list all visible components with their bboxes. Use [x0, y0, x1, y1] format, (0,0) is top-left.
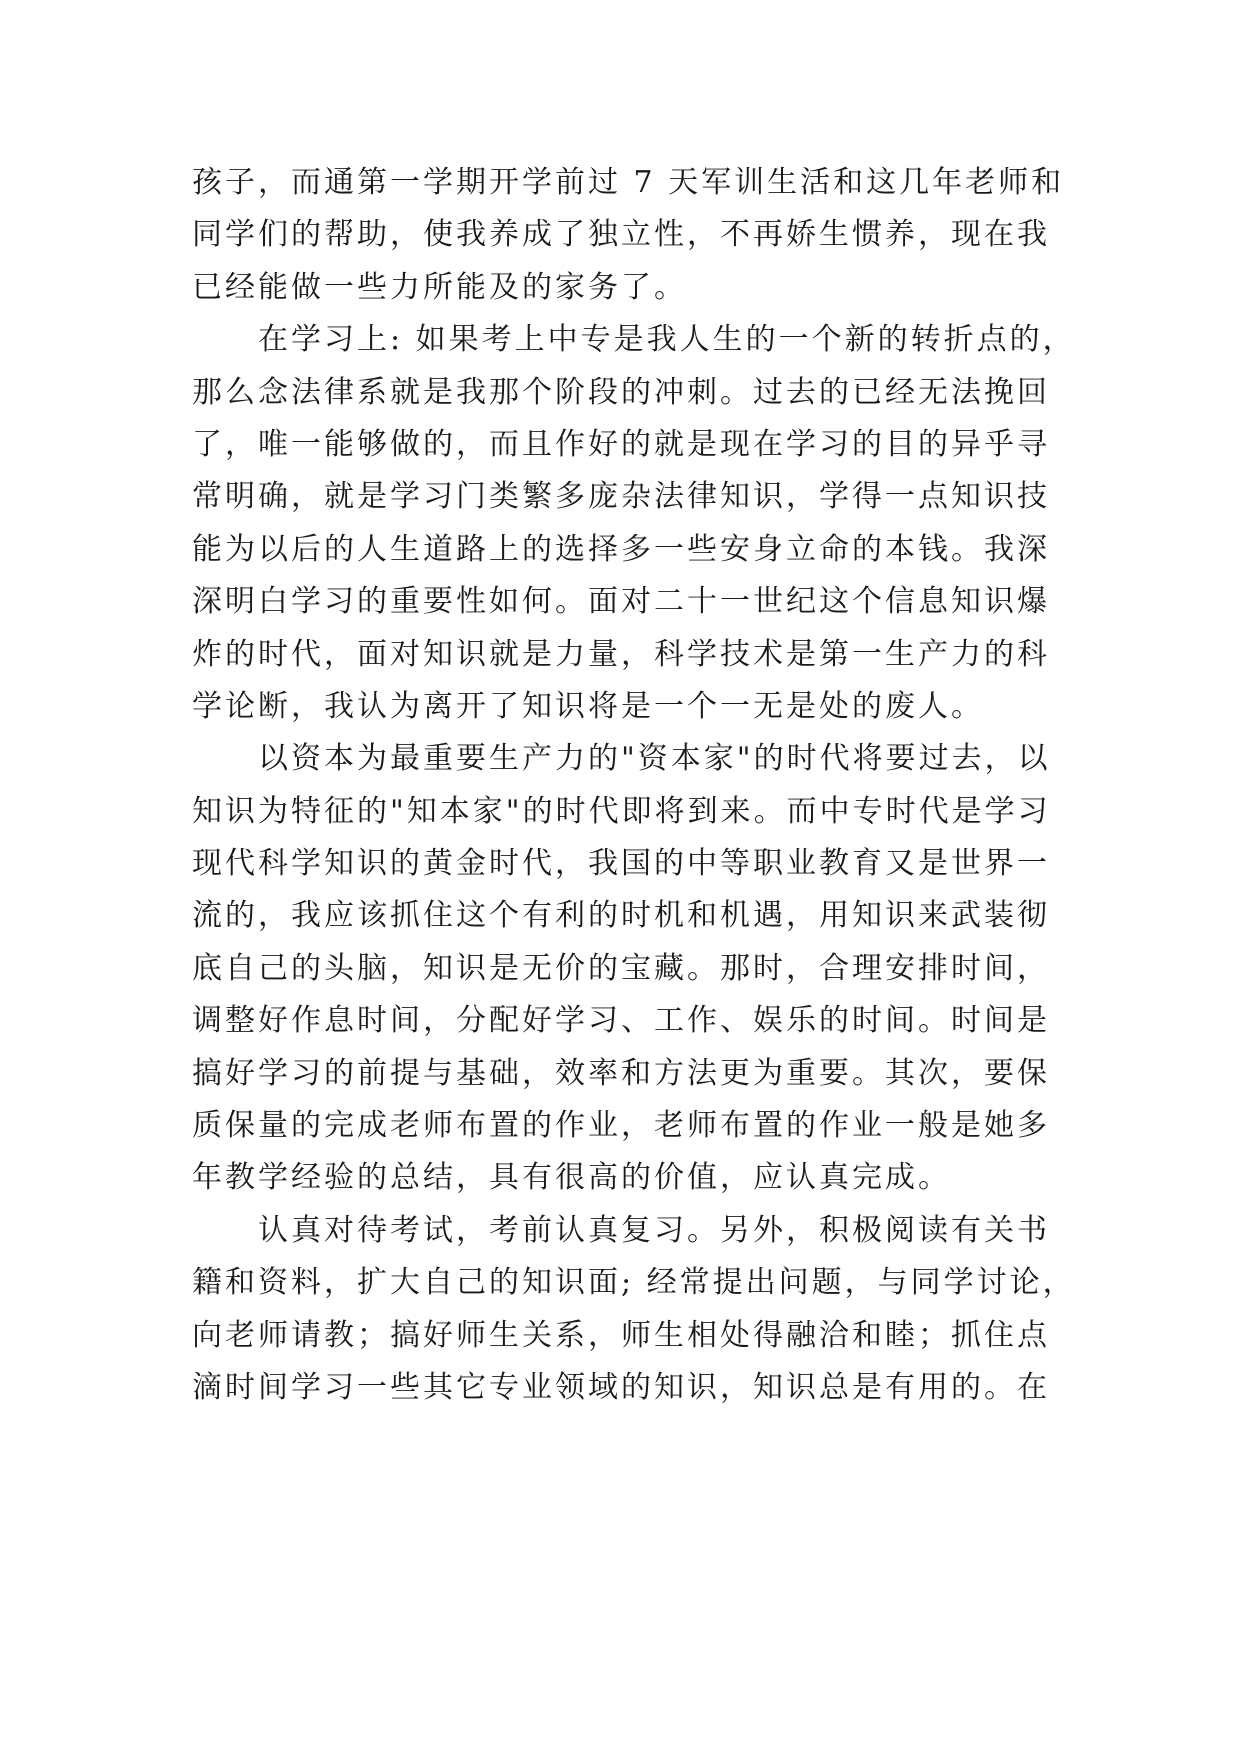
paragraph-first-line: 以资本为最重要生产力的"资本家"的时代将要过去，以: [258, 741, 1051, 777]
paragraph-first-line: 在学习上: 如果考上中专是我人生的一个新的转折点的，: [258, 322, 1076, 358]
text-line: 学论断，我认为离开了知识将是一个一无是处的废人。: [192, 688, 984, 724]
text-line: 深明白学习的重要性如何。面对二十一世纪这个信息知识爆: [192, 584, 1050, 620]
text-line: 滴时间学习一些其它专业领域的知识，知识总是有用的。在: [192, 1369, 1050, 1405]
text-line: 了，唯一能够做的，而且作好的就是现在学习的目的异乎寻: [192, 426, 1050, 462]
text-line: 同学们的帮助，使我养成了独立性，不再娇生惯养，现在我: [192, 217, 1050, 253]
text-line: 能为以后的人生道路上的选择多一些安身立命的本钱。我深: [192, 531, 1050, 567]
text-line: 知识为特征的"知本家"的时代即将到来。而中专时代是学习: [192, 793, 1051, 829]
text-line: 现代科学知识的黄金时代，我国的中等职业教育又是世界一: [192, 846, 1050, 882]
text-line: 质保量的完成老师布置的作业，老师布置的作业一般是她多: [192, 1108, 1050, 1144]
text-line: 年教学经验的总结，具有很高的价值，应认真完成。: [192, 1160, 951, 1196]
text-line: 炸的时代，面对知识就是力量，科学技术是第一生产力的科: [192, 636, 1050, 672]
text-line: 流的，我应该抓住这个有利的时机和机遇，用知识来武装彻: [192, 898, 1050, 934]
text-line: 孩子，而通第一学期开学前过 7 天军训生活和这几年老师和: [192, 165, 1065, 200]
body-text: [192, 157, 1076, 1414]
text-line: 已经能做一些力所能及的家务了。: [192, 269, 687, 305]
text-line: 常明确，就是学习门类繁多庞杂法律知识，学得一点知识技: [192, 479, 1050, 515]
text-line: 底自己的头脑，知识是无价的宝藏。那时，合理安排时间，: [192, 950, 1050, 986]
text-line: 搞好学习的前提与基础，效率和方法更为重要。其次，要保: [192, 1055, 1050, 1091]
text-line: 那么念法律系就是我那个阶段的冲刺。过去的已经无法挽回: [192, 374, 1050, 410]
text-line: 籍和资料，扩大自己的知识面; 经常提出问题，与同学讨论，: [192, 1265, 1076, 1301]
text-line: 向老师请教；搞好师生关系，师生相处得融洽和睦；抓住点: [192, 1317, 1050, 1353]
text-line: 调整好作息时间，分配好学习、工作、娱乐的时间。时间是: [192, 1003, 1050, 1039]
paragraph-first-line: 认真对待考试，考前认真复习。另外，积极阅读有关书: [258, 1212, 1050, 1248]
